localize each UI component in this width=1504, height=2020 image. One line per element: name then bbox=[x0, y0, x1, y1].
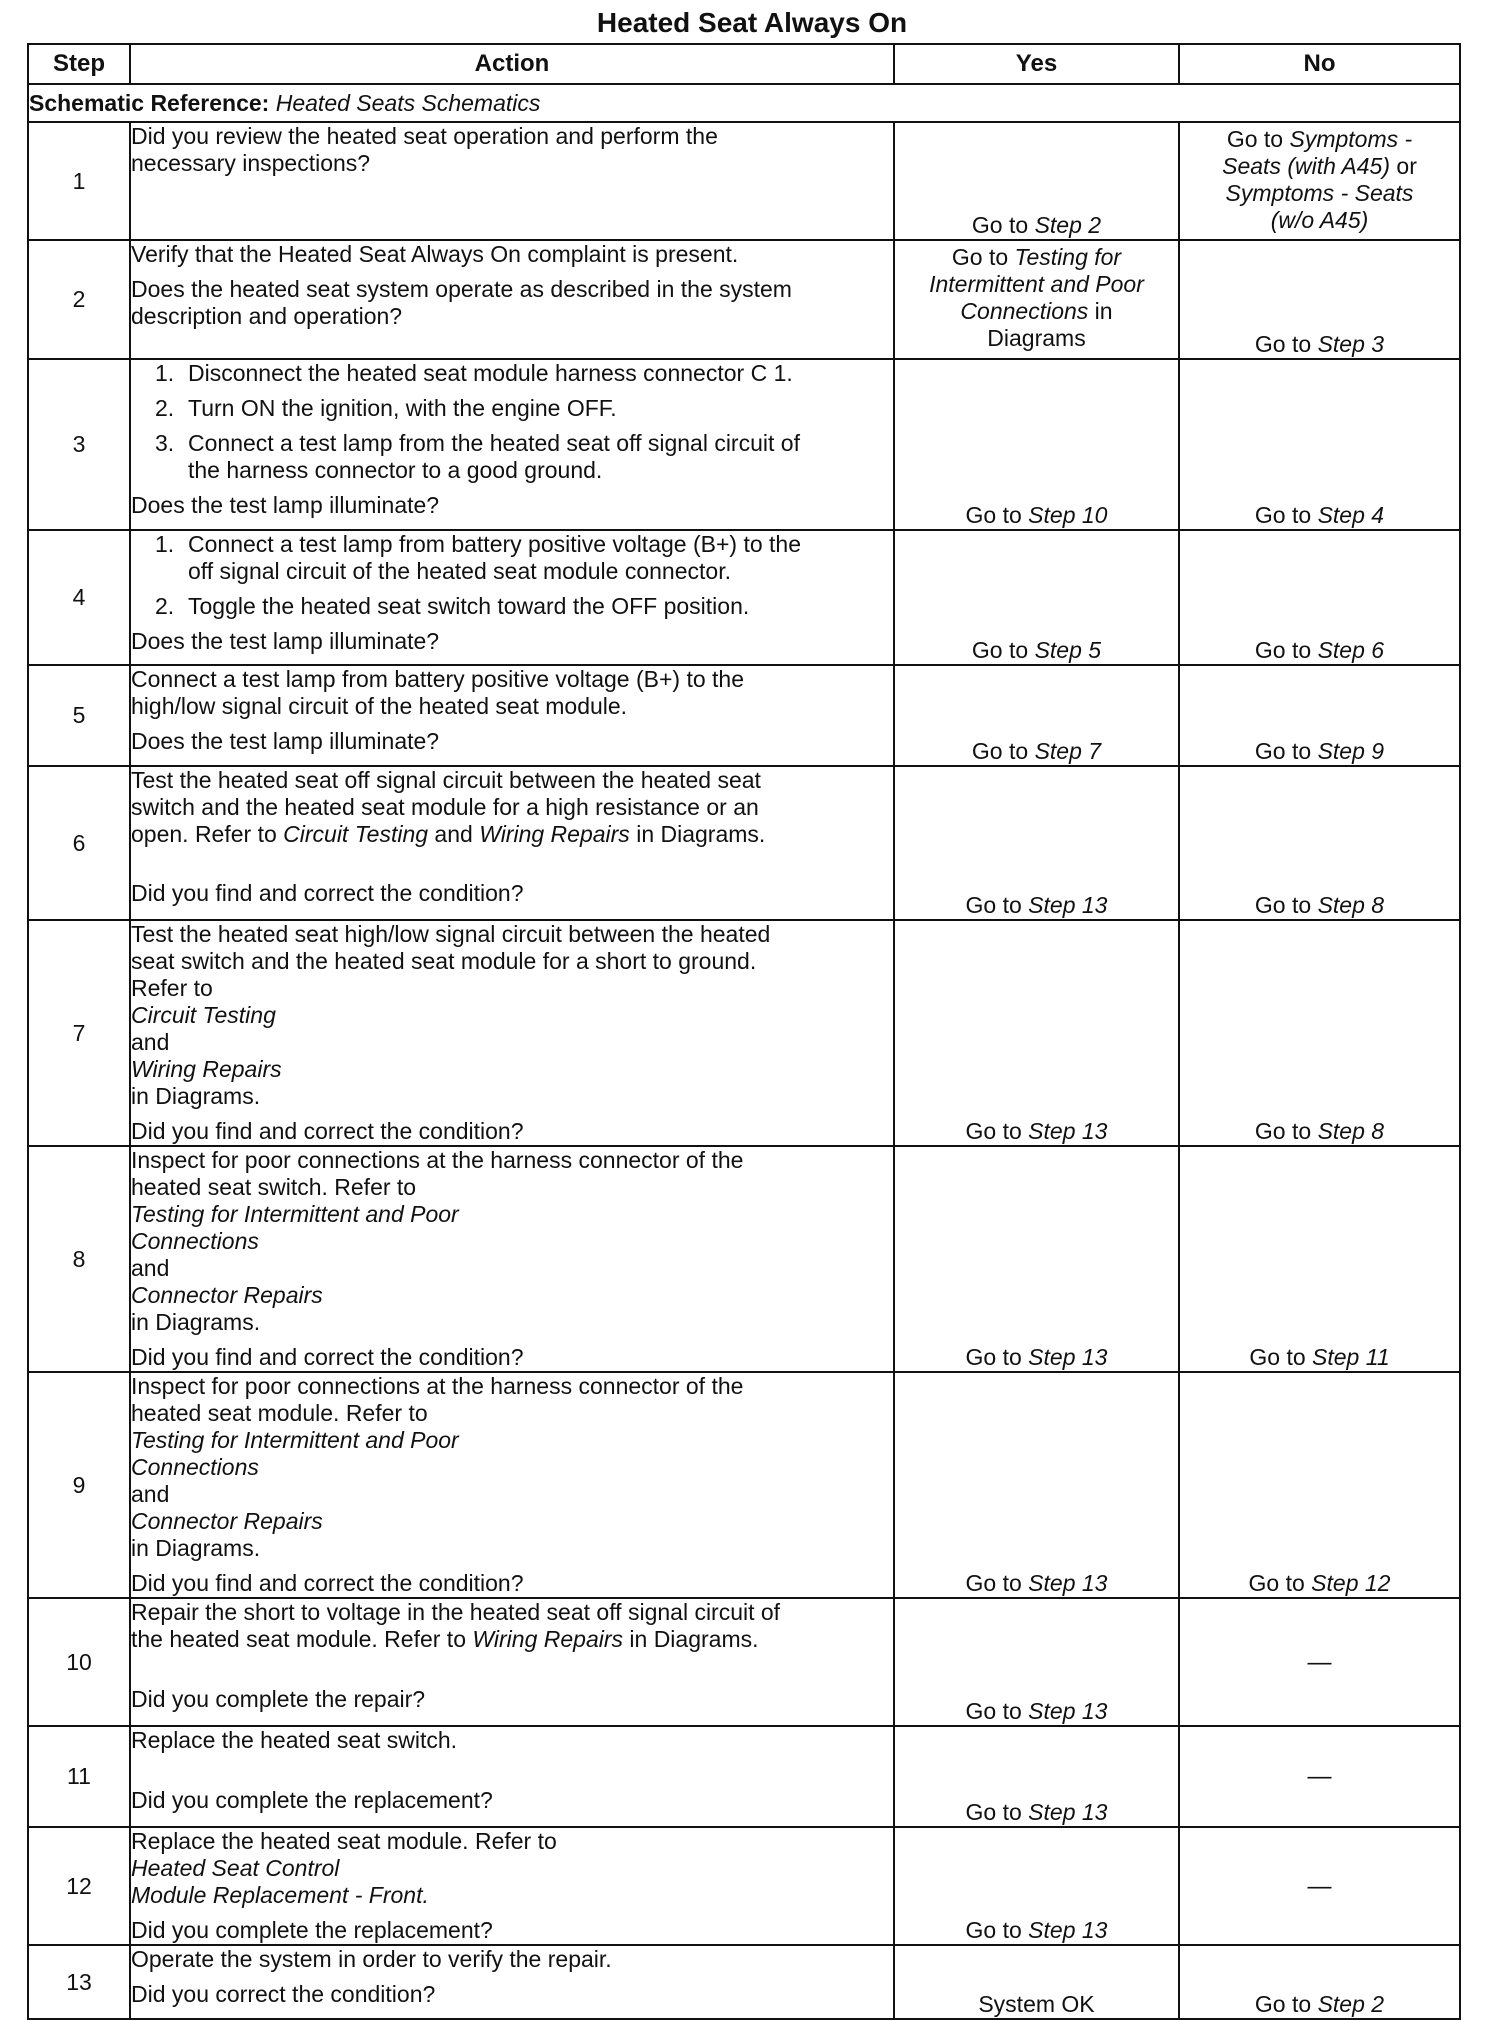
yes-cell bbox=[894, 240, 1179, 359]
no-prefix: Go to bbox=[1254, 892, 1318, 918]
yes-cell bbox=[894, 359, 1179, 530]
action-cell bbox=[130, 530, 894, 665]
table-row bbox=[28, 1945, 1460, 2019]
action-text: Toggle the heated seat switch toward the OFF position. bbox=[188, 593, 750, 619]
step-number: 10 bbox=[28, 1598, 130, 1726]
action-link[interactable]: Circuit Testing bbox=[131, 1002, 276, 1028]
yes-prefix: Go to bbox=[965, 1917, 1029, 1943]
list-number: 1. bbox=[155, 531, 175, 557]
table-row bbox=[28, 122, 1460, 240]
no-link[interactable]: Step 8 bbox=[1317, 892, 1385, 918]
action-question: Did you find and correct the condition? bbox=[131, 880, 524, 906]
action-cell bbox=[130, 122, 894, 240]
action-cell bbox=[130, 1598, 894, 1726]
action-question: Does the test lamp illuminate? bbox=[131, 728, 440, 754]
no-cell bbox=[1179, 530, 1460, 665]
no-cell bbox=[1179, 240, 1460, 359]
no-cell bbox=[1179, 920, 1460, 1146]
table-row bbox=[28, 1598, 1460, 1726]
no-link[interactable]: Step 6 bbox=[1317, 637, 1385, 663]
step-number: 4 bbox=[28, 530, 130, 665]
yes-link[interactable]: Testing for bbox=[1014, 244, 1122, 270]
action-link[interactable]: Wiring Repairs bbox=[131, 1056, 282, 1082]
action-link[interactable]: Connections bbox=[131, 1228, 259, 1254]
yes-prefix: Go to bbox=[965, 1698, 1029, 1724]
action-link[interactable]: Connector Repairs bbox=[131, 1508, 323, 1534]
yes-cell bbox=[894, 530, 1179, 665]
action-cell bbox=[130, 359, 894, 530]
action-text: and bbox=[131, 1255, 170, 1281]
no-dash: — bbox=[1307, 1763, 1332, 1790]
action-link[interactable]: Testing for Intermittent and Poor bbox=[131, 1201, 459, 1227]
action-text: Test the heated seat off signal circuit between the heated seat bbox=[131, 767, 761, 793]
yes-link[interactable]: Intermittent and Poor bbox=[929, 271, 1144, 297]
no-dash: — bbox=[1307, 1648, 1332, 1676]
action-question: Does the test lamp illuminate? bbox=[131, 628, 440, 654]
yes-link[interactable]: Step 13 bbox=[1028, 1570, 1108, 1596]
no-prefix: Go to bbox=[1249, 1344, 1313, 1370]
action-text: Connect a test lamp from battery positive voltage (B+) to the bbox=[188, 531, 801, 557]
action-text: Disconnect the heated seat module harness connector C 1. bbox=[188, 360, 793, 386]
header-action: Action bbox=[130, 44, 894, 84]
action-text: Does the heated seat system operate as described in the system bbox=[131, 276, 792, 302]
action-text: in Diagrams. bbox=[623, 1626, 759, 1652]
yes-prefix: Go to bbox=[965, 1799, 1029, 1825]
no-link[interactable]: Step 4 bbox=[1317, 502, 1385, 528]
no-cell bbox=[1179, 766, 1460, 920]
action-text: high/low signal circuit of the heated seat module. bbox=[131, 693, 628, 719]
step-number: 13 bbox=[28, 1945, 130, 2019]
action-question: Did you find and correct the condition? bbox=[131, 1344, 524, 1370]
yes-text: in bbox=[1088, 298, 1113, 324]
action-cell bbox=[130, 665, 894, 766]
yes-cell bbox=[894, 1372, 1179, 1598]
schematic-reference-row bbox=[28, 84, 1460, 122]
no-link[interactable]: Step 9 bbox=[1317, 738, 1385, 764]
yes-cell bbox=[894, 665, 1179, 766]
yes-link[interactable]: Step 13 bbox=[1028, 1917, 1108, 1943]
action-link[interactable]: Connector Repairs bbox=[131, 1282, 323, 1308]
step-number: 3 bbox=[28, 359, 130, 530]
action-cell bbox=[130, 1146, 894, 1372]
yes-cell bbox=[894, 1827, 1179, 1945]
yes-link[interactable]: Step 13 bbox=[1028, 1118, 1108, 1144]
yes-text: Diagrams bbox=[987, 325, 1086, 351]
action-list-item bbox=[131, 593, 893, 620]
action-text: Turn ON the ignition, with the engine OFF. bbox=[188, 395, 617, 421]
no-cell bbox=[1179, 1372, 1460, 1598]
step-number: 9 bbox=[28, 1372, 130, 1598]
no-link[interactable]: Symptoms - Seats bbox=[1225, 180, 1414, 206]
table-row bbox=[28, 1726, 1460, 1827]
no-cell bbox=[1179, 1146, 1460, 1372]
action-list-item bbox=[131, 430, 893, 484]
no-prefix: Go to bbox=[1254, 637, 1318, 663]
table-row bbox=[28, 240, 1460, 359]
action-text: heated seat switch. Refer to bbox=[131, 1174, 417, 1200]
yes-cell bbox=[894, 1726, 1179, 1827]
header-yes: Yes bbox=[894, 44, 1179, 84]
action-text: the heated seat module. Refer to bbox=[131, 1626, 473, 1652]
action-question: Did you correct the condition? bbox=[131, 1981, 436, 2007]
table-row bbox=[28, 1146, 1460, 1372]
action-text: Operate the system in order to verify the repair. bbox=[131, 1946, 612, 1972]
step-number: 5 bbox=[28, 665, 130, 766]
action-cell bbox=[130, 240, 894, 359]
yes-cell bbox=[894, 1146, 1179, 1372]
action-text: the harness connector to a good ground. bbox=[188, 457, 603, 483]
action-list-item bbox=[131, 360, 893, 387]
yes-link[interactable]: Step 13 bbox=[1028, 892, 1108, 918]
yes-prefix: Go to bbox=[965, 1118, 1029, 1144]
action-text: in Diagrams. bbox=[131, 1535, 261, 1561]
no-cell bbox=[1179, 1726, 1460, 1827]
action-text: Test the heated seat high/low signal circuit between the heated bbox=[131, 921, 771, 947]
action-text: open. Refer to bbox=[131, 821, 284, 847]
no-cell bbox=[1179, 665, 1460, 766]
no-prefix: Go to bbox=[1254, 1991, 1318, 2017]
no-link[interactable]: Step 12 bbox=[1311, 1570, 1391, 1596]
action-link[interactable]: Wiring Repairs bbox=[472, 1626, 624, 1652]
action-text: switch and the heated seat module for a high resistance or an bbox=[131, 794, 759, 820]
step-number: 7 bbox=[28, 920, 130, 1146]
action-question: Did you complete the replacement? bbox=[131, 1917, 493, 1943]
yes-prefix: Go to bbox=[965, 502, 1029, 528]
action-text: Repair the short to voltage in the heated seat off signal circuit of bbox=[131, 1599, 781, 1625]
action-text: necessary inspections? bbox=[131, 150, 371, 176]
yes-cell bbox=[894, 1945, 1179, 2019]
yes-cell bbox=[894, 766, 1179, 920]
header-row bbox=[28, 44, 1460, 84]
action-text: Replace the heated seat module. Refer to bbox=[131, 1828, 557, 1854]
no-link[interactable]: Step 8 bbox=[1317, 1118, 1385, 1144]
action-text: seat switch and the heated seat module for a short to ground. bbox=[131, 948, 757, 974]
action-link[interactable]: Wiring Repairs bbox=[479, 821, 630, 847]
schematic-reference bbox=[28, 84, 1460, 122]
page-title: Heated Seat Always On bbox=[596, 7, 908, 38]
yes-link[interactable]: Step 13 bbox=[1028, 1799, 1108, 1825]
action-text: in Diagrams. bbox=[131, 1309, 261, 1335]
step-number: 8 bbox=[28, 1146, 130, 1372]
no-link[interactable]: (w/o A45) bbox=[1270, 207, 1369, 233]
no-link[interactable]: Symptoms - bbox=[1289, 126, 1413, 152]
yes-link[interactable]: Step 10 bbox=[1028, 502, 1108, 528]
yes-cell bbox=[894, 1598, 1179, 1726]
step-number: 6 bbox=[28, 766, 130, 920]
no-cell bbox=[1179, 359, 1460, 530]
yes-prefix: Go to bbox=[965, 892, 1029, 918]
list-number: 1. bbox=[155, 360, 175, 386]
yes-prefix: Go to bbox=[971, 738, 1035, 764]
list-number: 2. bbox=[155, 395, 175, 421]
action-text: Did you review the heated seat operation and perform the bbox=[131, 123, 718, 149]
action-cell bbox=[130, 1372, 894, 1598]
action-text: Verify that the Heated Seat Always On complaint is present. bbox=[131, 241, 739, 267]
table-row bbox=[28, 359, 1460, 530]
action-link[interactable]: Module Replacement - Front. bbox=[131, 1882, 429, 1908]
action-list-item bbox=[131, 531, 893, 585]
list-number: 2. bbox=[155, 593, 175, 619]
yes-prefix: Go to bbox=[971, 637, 1035, 663]
list-number: 3. bbox=[155, 430, 175, 456]
action-text: off signal circuit of the heated seat module connector. bbox=[188, 558, 731, 584]
step-number: 1 bbox=[28, 122, 130, 240]
table-row bbox=[28, 1827, 1460, 1945]
action-text: and bbox=[131, 1481, 170, 1507]
yes-cell bbox=[894, 122, 1179, 240]
no-link[interactable]: Step 3 bbox=[1317, 331, 1385, 357]
no-cell bbox=[1179, 122, 1460, 240]
action-cell bbox=[130, 1945, 894, 2019]
action-question: Does the test lamp illuminate? bbox=[131, 492, 440, 518]
yes-link[interactable]: Step 13 bbox=[1028, 1344, 1108, 1370]
action-text: and bbox=[131, 1029, 170, 1055]
action-text: Connect a test lamp from the heated seat off signal circuit of bbox=[188, 430, 800, 456]
no-prefix: Go to bbox=[1254, 1118, 1318, 1144]
action-cell bbox=[130, 766, 894, 920]
yes-prefix: Go to bbox=[965, 1344, 1029, 1370]
yes-prefix: Go to bbox=[951, 244, 1015, 270]
header-no: No bbox=[1179, 44, 1460, 84]
action-question: Did you complete the replacement? bbox=[131, 1787, 493, 1813]
action-text: Refer to bbox=[131, 975, 213, 1001]
schematic-reference-link[interactable]: Heated Seats Schematics bbox=[275, 89, 541, 116]
action-text: Inspect for poor connections at the harness connector of the bbox=[131, 1373, 744, 1399]
no-prefix: Go to bbox=[1254, 502, 1318, 528]
table-row bbox=[28, 530, 1460, 665]
action-question: Did you complete the repair? bbox=[131, 1686, 426, 1712]
action-link[interactable]: Circuit Testing bbox=[283, 821, 429, 847]
table-row bbox=[28, 1372, 1460, 1598]
yes-link[interactable]: Step 5 bbox=[1034, 637, 1102, 663]
action-question: Did you find and correct the condition? bbox=[131, 1570, 524, 1596]
step-number: 11 bbox=[28, 1726, 130, 1827]
yes-prefix: Go to bbox=[971, 212, 1035, 238]
yes-cell bbox=[894, 920, 1179, 1146]
action-list-item bbox=[131, 395, 893, 422]
action-link[interactable]: Testing for Intermittent and Poor bbox=[131, 1427, 459, 1453]
action-text: Inspect for poor connections at the harness connector of the bbox=[131, 1147, 744, 1173]
step-number: 2 bbox=[28, 240, 130, 359]
no-prefix: Go to bbox=[1254, 331, 1318, 357]
action-text: in Diagrams. bbox=[131, 1083, 261, 1109]
no-cell bbox=[1179, 1945, 1460, 2019]
yes-link[interactable]: Step 7 bbox=[1034, 738, 1102, 764]
action-link[interactable]: Connections bbox=[131, 1454, 259, 1480]
yes-link[interactable]: Step 13 bbox=[1028, 1698, 1108, 1724]
no-prefix: Go to bbox=[1248, 1570, 1312, 1596]
action-text: Connect a test lamp from battery positive voltage (B+) to the bbox=[131, 666, 744, 692]
table-row bbox=[28, 665, 1460, 766]
no-cell bbox=[1179, 1827, 1460, 1945]
no-text: or bbox=[1390, 153, 1417, 179]
no-cell bbox=[1179, 1598, 1460, 1726]
action-cell bbox=[130, 1827, 894, 1945]
action-text: description and operation? bbox=[131, 303, 403, 329]
header-step: Step bbox=[28, 44, 130, 84]
yes-text: System OK bbox=[978, 1991, 1095, 2017]
action-text: in Diagrams. bbox=[629, 821, 766, 847]
action-cell bbox=[130, 920, 894, 1146]
yes-prefix: Go to bbox=[965, 1570, 1029, 1596]
action-cell bbox=[130, 1726, 894, 1827]
no-prefix: Go to bbox=[1226, 126, 1290, 152]
table-row bbox=[28, 920, 1460, 1146]
no-dash: — bbox=[1307, 1872, 1332, 1900]
table-row bbox=[28, 766, 1460, 920]
yes-link[interactable]: Connections bbox=[960, 298, 1089, 324]
no-prefix: Go to bbox=[1254, 738, 1318, 764]
step-number: 12 bbox=[28, 1827, 130, 1945]
diagnostic-table bbox=[27, 43, 1461, 2020]
no-link[interactable]: Step 2 bbox=[1317, 1991, 1385, 2017]
action-text: Replace the heated seat switch. bbox=[131, 1727, 458, 1753]
no-link[interactable]: Step 11 bbox=[1312, 1344, 1390, 1370]
action-text: heated seat module. Refer to bbox=[131, 1400, 428, 1426]
action-question: Did you find and correct the condition? bbox=[131, 1118, 524, 1144]
action-text: and bbox=[428, 821, 480, 847]
action-link[interactable]: Heated Seat Control bbox=[131, 1855, 340, 1881]
schematic-reference-label: Schematic Reference: bbox=[29, 89, 270, 116]
no-link[interactable]: Seats (with A45) bbox=[1222, 153, 1391, 179]
yes-link[interactable]: Step 2 bbox=[1034, 212, 1102, 238]
